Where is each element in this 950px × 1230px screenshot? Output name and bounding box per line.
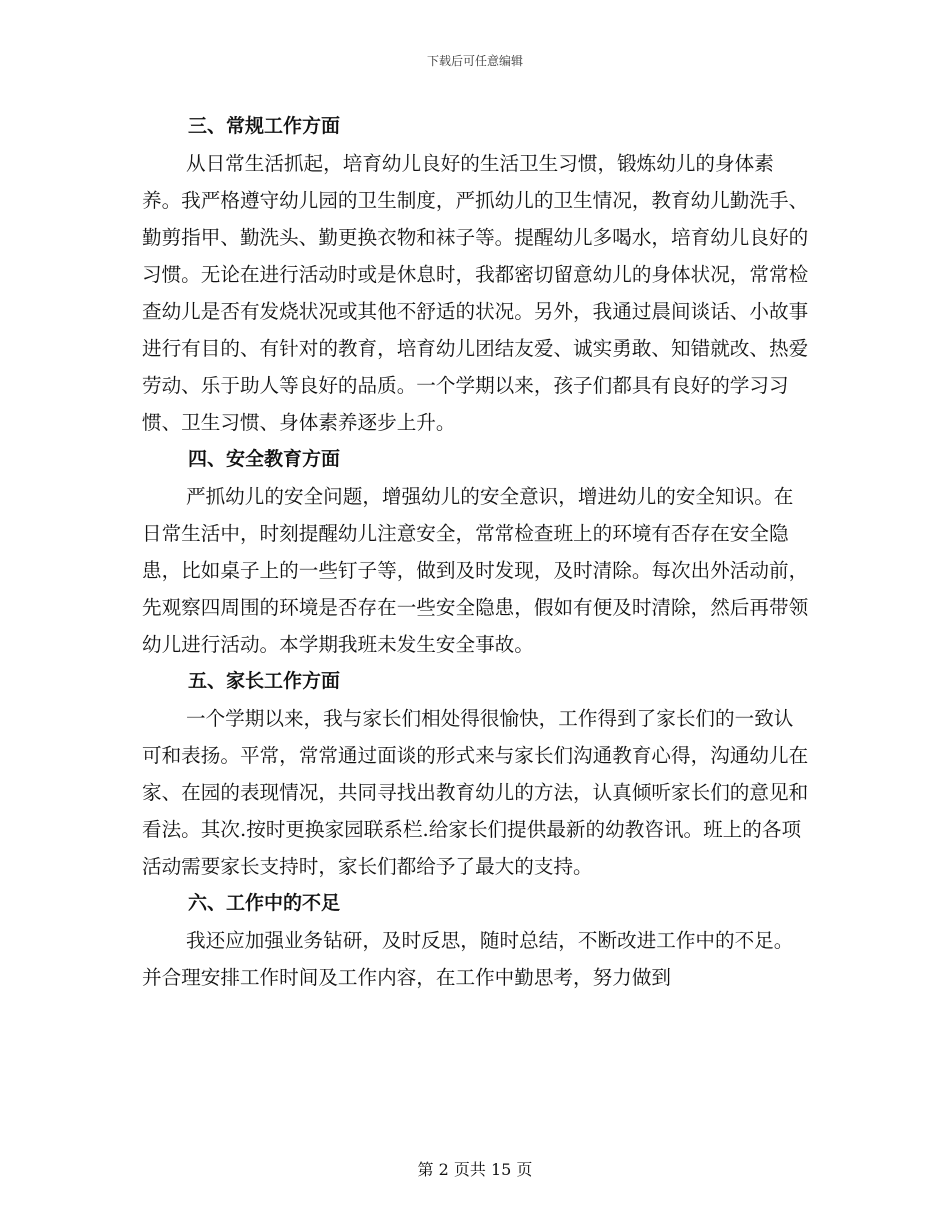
section-heading: 四、安全教育方面: [188, 448, 341, 470]
section-heading: 三、常规工作方面: [188, 115, 341, 137]
section-paragraph: 一个学期以来，我与家长们相处得很愉快，工作得到了家长们的一致认可和表扬。平常，常常通过面谈的形式来与家长们沟通教育心得，沟通幼儿在家、在园的表现情况，共同寻找出教育幼儿的方法，认真倾听家长们的意见和看法。其次.按时更换家园联系栏.给家长们提供最新的幼教咨讯。班上的各项活动需要家长支持时，家长们都给予了最大的支持。: [142, 707, 809, 878]
section-heading: 五、家长工作方面: [188, 670, 341, 692]
section-paragraph: 从日常生活抓起，培育幼儿良好的生活卫生习惯，锻炼幼儿的身体素养。我严格遵守幼儿园的卫生制度，严抓幼儿的卫生情况，教育幼儿勤洗手、勤剪指甲、勤洗头、勤更换衣物和袜子等。提醒幼儿多喝水，培育幼儿良好的习惯。无论在进行活动时或是休息时，我都密切留意幼儿的身体状况，常常检查幼儿是否有发烧状况或其他不舒适的状况。另外，我通过晨间谈话、小故事进行有目的、有针对的教育，培育幼儿团结友爱、诚实勇敢、知错就改、热爱劳动、乐于助人等良好的品质。一个学期以来，孩子们都具有良好的学习习惯、卫生习惯、身体素养逐步上升。: [142, 152, 809, 434]
section-paragraph: 我还应加强业务钻研，及时反思，随时总结，不断改进工作中的不足。并合理安排工作时间及工作内容，在工作中勤思考，努力做到: [142, 929, 794, 989]
section-heading: 六、工作中的不足: [188, 892, 341, 914]
section-paragraph: 严抓幼儿的安全问题，增强幼儿的安全意识，增进幼儿的安全知识。在日常生活中，时刻提醒幼儿注意安全，常常检查班上的环境有否存在安全隐患，比如桌子上的一些钉子等，做到及时发现，及时清除。每次出外活动前，先观察四周围的环境是否存在一些安全隐患，假如有便及时清除，然后再带领幼儿进行活动。本学期我班未发生安全事故。: [142, 485, 809, 656]
document-body: [142, 108, 812, 996]
page-number-footer: 第 2 页共 15 页: [417, 1160, 533, 1179]
section-routine-work: [142, 108, 812, 441]
page-header: 下载后可任意编辑: [426, 54, 523, 68]
section-safety-education: [142, 441, 812, 663]
section-shortcomings: [142, 885, 812, 996]
section-parent-work: [142, 663, 812, 885]
